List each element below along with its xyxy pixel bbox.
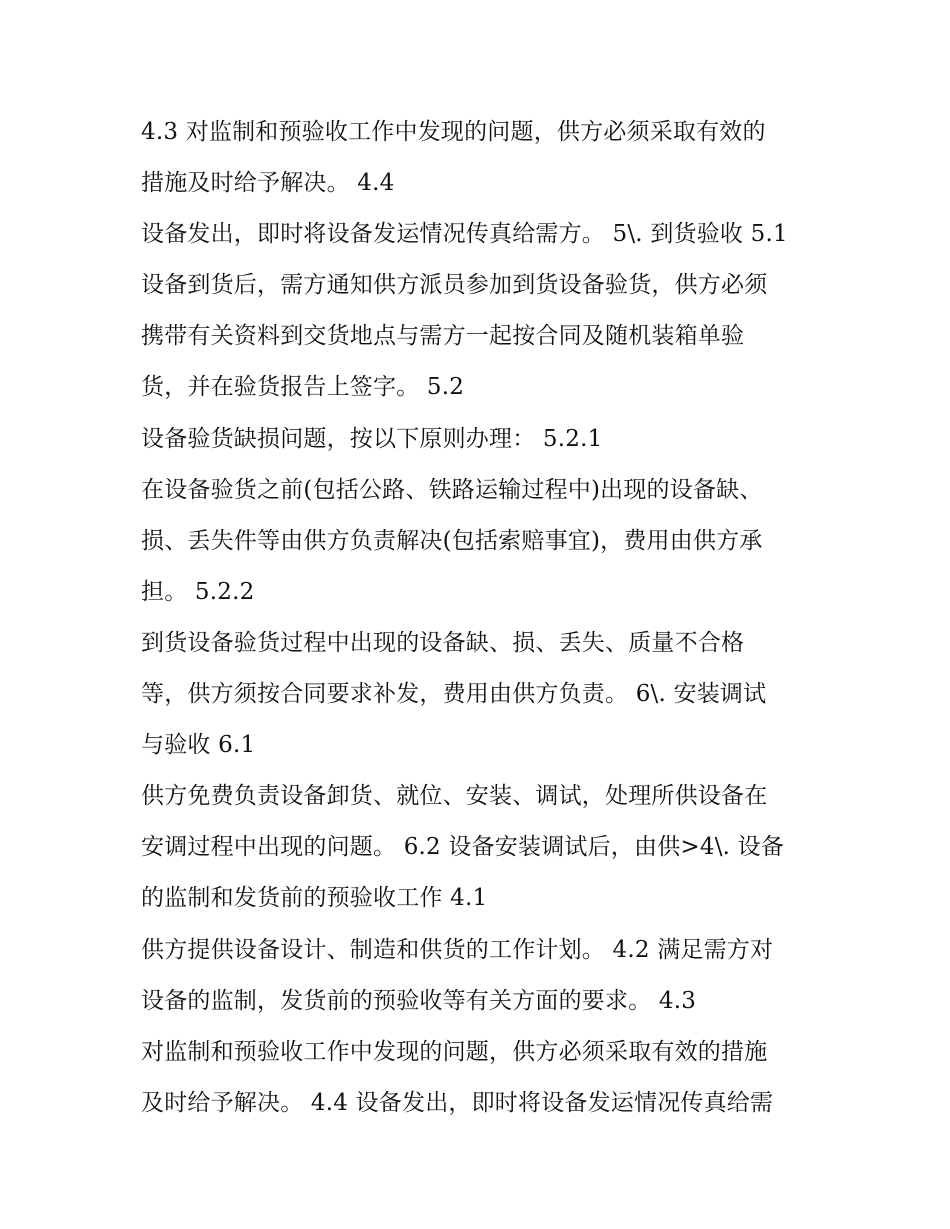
text-line: 供方提供设备设计、制造和供货的工作计划。 4.2 满足需方对 xyxy=(141,936,774,963)
text-line: 安调过程中出现的问题。 6.2 设备安装调试后，由供>4\. 设备 xyxy=(141,834,785,861)
text-line: 措施及时给予解决。 4.4 xyxy=(141,170,395,197)
text-line: 携带有关资料到交货地点与需方一起按合同及随机装箱单验 xyxy=(141,323,745,350)
text-line: 到货设备验货过程中出现的设备缺、损、丢失、质量不合格 xyxy=(141,629,745,656)
text-line: 与验收 6.1 xyxy=(141,732,256,759)
text-line: 损、丢失件等由供方负责解决(包括索赔事宜)，费用由供方承 xyxy=(141,527,763,554)
text-line: 担。 5.2.2 xyxy=(141,578,255,605)
text-line: 及时给予解决。 4.4 设备发出，即时将设备发运情况传真给需 xyxy=(141,1089,774,1116)
text-line: 货，并在验货报告上签字。 5.2 xyxy=(141,374,465,401)
text-line: 4.3 对监制和预验收工作中发现的问题，供方必须采取有效的 xyxy=(141,119,766,145)
text-line: 的监制和发货前的预验收工作 4.1 xyxy=(141,885,488,912)
text-line: 供方免费负责设备卸货、就位、安装、调试，处理所供设备在 xyxy=(141,783,768,810)
text-line: 设备的监制，发货前的预验收等有关方面的要求。 4.3 xyxy=(141,987,697,1014)
text-line: 在设备验货之前(包括公路、铁路运输过程中)出现的设备缺、 xyxy=(141,476,763,503)
text-line: 设备验货缺损问题，按以下原则办理： 5.2.1 xyxy=(141,425,603,452)
text-line: 设备发出，即时将设备发运情况传真给需方。 5\. 到货验收 5.1 xyxy=(141,221,788,248)
text-line: 设备到货后，需方通知供方派员参加到货设备验货，供方必须 xyxy=(141,272,768,299)
contract-text-block xyxy=(141,107,841,1129)
text-line: 等，供方须按合同要求补发，费用由供方负责。 6\. 安装调试 xyxy=(141,681,767,708)
text-line: 对监制和预验收工作中发现的问题，供方必须采取有效的措施 xyxy=(141,1038,768,1065)
